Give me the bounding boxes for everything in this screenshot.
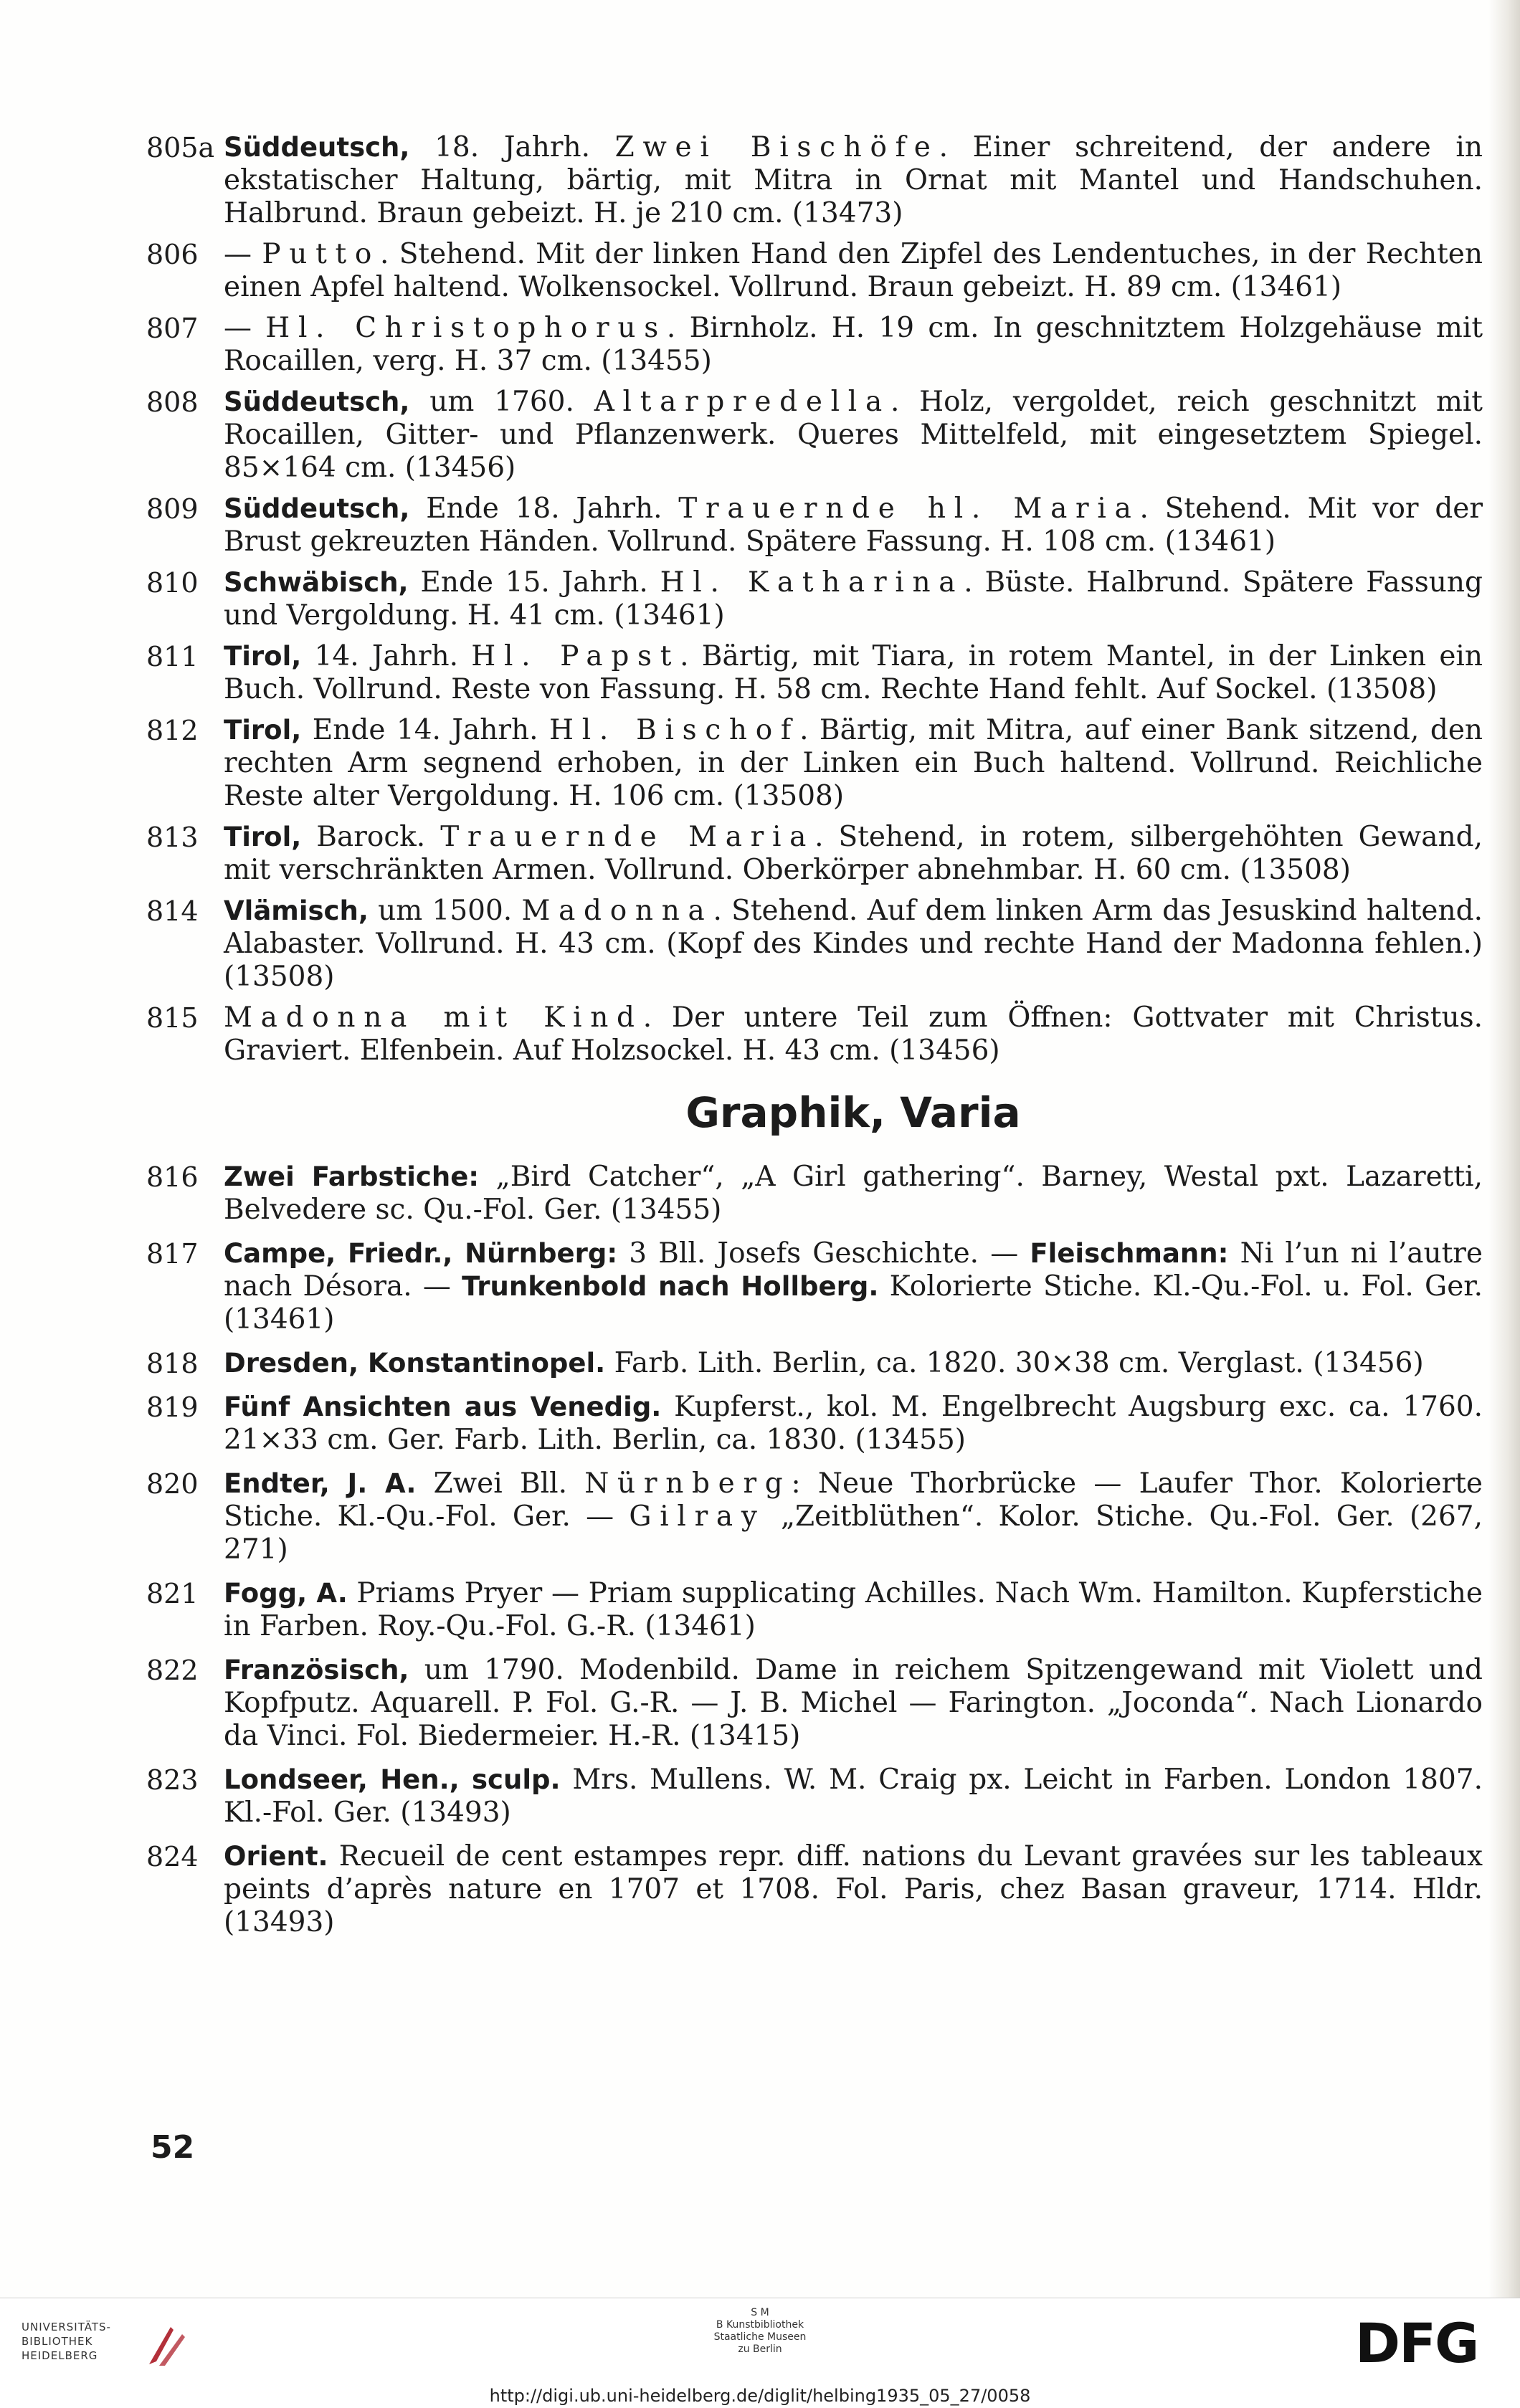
lot-number: 820 <box>146 1468 199 1500</box>
lot-description: Tirol, Ende 14. Jahrh. Hl. Bischof. Bärtig, mit Mitra, auf einer Bank sitzend, den rechten Arm segnend erhoben, in der Linken ein Buch haltend. Vollrund. Reichliche Reste alter Vergoldung. H. 106 cm. (13508) <box>224 714 1483 812</box>
catalog-entry <box>146 566 1483 632</box>
lot-number: 824 <box>146 1841 199 1872</box>
page-edge-shadow <box>1488 0 1520 2298</box>
lot-number: 813 <box>146 822 199 853</box>
catalog-entry <box>146 640 1483 706</box>
lot-description: — Putto. Stehend. Mit der linken Hand den Zipfel des Lendentuches, in der Rechten einen Apfel haltend. Wolkensockel. Vollrund. Braun gebeizt. H. 89 cm. (13461) <box>224 238 1483 303</box>
uni-logo-line: HEIDELBERG <box>22 2349 98 2362</box>
catalog-entries <box>146 131 1483 1950</box>
lot-description: Londseer, Hen., sculp. Mrs. Mullens. W. M. Craig px. Leicht in Farben. London 1807. Kl.-Fol. Ger. (13493) <box>224 1764 1483 1829</box>
lot-number: 819 <box>146 1391 199 1423</box>
catalog-entry <box>146 131 1483 230</box>
lot-number: 809 <box>146 493 199 525</box>
catalog-entry <box>146 1237 1483 1336</box>
lot-description: Campe, Friedr., Nürnberg: 3 Bll. Josefs Geschichte. — Fleischmann: Ni l’un ni l’autre nach Désora. — Trunkenbold nach Hollberg. Kolorierte Stiche. Kl.-Qu.-Fol. u. Fol. Ger. (13461) <box>224 1237 1483 1336</box>
graphics-entries <box>146 1161 1483 1939</box>
lot-description: Französisch, um 1790. Modenbild. Dame in reichem Spitzengewand mit Violett und Kopfputz. Aquarell. P. Fol. G.-R. — J. B. Michel — Farington. „Joconda“. Nach Lionardo da Vinci. Fol. Biedermeier. H.-R. (13415) <box>224 1654 1483 1752</box>
lot-number: 811 <box>146 641 199 672</box>
lot-description: Dresden, Konstantinopel. Farb. Lith. Berlin, ca. 1820. 30×38 cm. Verglast. (13456) <box>224 1347 1424 1379</box>
lot-number: 822 <box>146 1655 199 1686</box>
catalog-entry <box>146 1467 1483 1566</box>
lot-description: Fogg, A. Priams Pryer — Priam supplicating Achilles. Nach Wm. Hamilton. Kupferstiche in Farben. Roy.-Qu.-Fol. G.-R. (13461) <box>224 1577 1483 1642</box>
lot-number: 808 <box>146 386 199 418</box>
lot-number: 815 <box>146 1002 199 1034</box>
lot-description: Zwei Farbstiche: „Bird Catcher“, „A Girl gathering“. Barney, Westal pxt. Lazaretti, Belvedere sc. Qu.-Fol. Ger. (13455) <box>224 1161 1483 1226</box>
lot-number: 807 <box>146 313 199 344</box>
lot-description: Süddeutsch, Ende 18. Jahrh. Trauernde hl. Maria. Stehend. Mit vor der Brust gekreuzten Händen. Vollrund. Spätere Fassung. H. 108 cm. (13461) <box>224 492 1483 558</box>
kb-logo-line: Staatliche Museen <box>713 2331 807 2343</box>
lot-number: 816 <box>146 1161 199 1193</box>
catalog-entry <box>146 1764 1483 1829</box>
lot-description: Madonna mit Kind. Der untere Teil zum Öffnen: Gottvater mit Christus. Graviert. Elfenbein. Auf Holzsockel. H. 43 cm. (13456) <box>224 1001 1483 1067</box>
lot-number: 818 <box>146 1348 199 1379</box>
lot-number: 823 <box>146 1764 199 1796</box>
catalog-entry <box>146 895 1483 994</box>
lot-description: Süddeutsch, 18. Jahrh. Zwei Bischöfe. Einer schreitend, der andere in ekstatischer Haltung, bärtig, mit Mitra in Ornat mit Mantel und Handschuhen. Halbrund. Braun gebeizt. H. je 210 cm. (13473) <box>224 131 1483 229</box>
catalog-entry <box>146 386 1483 485</box>
catalog-entry <box>146 1001 1483 1067</box>
lot-description: Schwäbisch, Ende 15. Jahrh. Hl. Katharina. Büste. Halbrund. Spätere Fassung und Vergoldung. H. 41 cm. (13461) <box>224 566 1483 632</box>
lot-description: — Hl. Christophorus. Birnholz. H. 19 cm. In geschnitztem Holzgehäuse mit Rocaillen, verg. H. 37 cm. (13455) <box>224 312 1483 377</box>
dfg-logo[interactable]: DFG <box>1355 2311 1478 2375</box>
catalog-entry <box>146 1577 1483 1643</box>
catalog-entry <box>146 492 1483 558</box>
page-number: 52 <box>151 2129 195 2166</box>
kunstbibliothek-logo[interactable] <box>674 2307 846 2356</box>
catalog-entry <box>146 238 1483 304</box>
lot-description: Tirol, Barock. Trauernde Maria. Stehend, in rotem, silbergehöhten Gewand, mit verschränkten Armen. Vollrund. Oberkörper abnehmbar. H. 60 cm. (13508) <box>224 821 1483 886</box>
uni-logo-line: UNIVERSITÄTS- <box>22 2321 111 2333</box>
catalog-entry <box>146 1391 1483 1457</box>
catalog-entry <box>146 1347 1483 1380</box>
lot-description: Tirol, 14. Jahrh. Hl. Papst. Bärtig, mit Tiara, in rotem Mantel, in der Linken ein Buch. Vollrund. Reste von Fassung. H. 58 cm. Rechte Hand fehlt. Auf Sockel. (13508) <box>224 640 1483 705</box>
kb-logo-line: S M <box>751 2307 769 2318</box>
permalink-url[interactable]: http://digi.ub.uni-heidelberg.de/diglit/helbing1935_05_27/0058 <box>489 2386 1031 2406</box>
lot-description: Endter, J. A. Zwei Bll. Nürnberg: Neue Thorbrücke — Laufer Thor. Kolorierte Stiche. Kl.-Qu.-Fol. Ger. — Gilray „Zeitblüthen“. Kolor. Stiche. Qu.-Fol. Ger. (267, 271) <box>224 1467 1483 1566</box>
lot-number: 817 <box>146 1238 199 1270</box>
catalog-entry <box>146 1654 1483 1753</box>
catalog-entry <box>146 821 1483 887</box>
lot-number: 821 <box>146 1578 199 1609</box>
kb-logo-line: B Kunstbibliothek <box>716 2319 804 2331</box>
heidelberg-library-logo[interactable] <box>22 2320 194 2370</box>
library-emblem-icon <box>142 2321 192 2371</box>
sculpture-entries <box>146 131 1483 1067</box>
lot-number: 814 <box>146 895 199 927</box>
catalog-entry <box>146 1840 1483 1939</box>
lot-number: 810 <box>146 567 199 599</box>
lot-number: 812 <box>146 715 199 746</box>
lot-number: 805a <box>146 132 215 163</box>
catalog-entry <box>146 1161 1483 1227</box>
footer-bar <box>0 2298 1520 2408</box>
section-title: Graphik, Varia <box>685 1088 1021 1137</box>
lot-description: Orient. Recueil de cent estampes repr. diff. nations du Levant gravées sur les tableaux peints d’après nature en 1707 et 1708. Fol. Paris, chez Basan graveur, 1714. Hldr. (13493) <box>224 1840 1483 1938</box>
uni-logo-line: BIBLIOTHEK <box>22 2335 93 2348</box>
catalog-entry <box>146 714 1483 813</box>
lot-number: 806 <box>146 239 199 270</box>
kb-logo-line: zu Berlin <box>738 2343 782 2355</box>
lot-description: Vlämisch, um 1500. Madonna. Stehend. Auf dem linken Arm das Jesuskind haltend. Alabaster. Vollrund. H. 43 cm. (Kopf des Kindes und rechte Hand der Madonna fehlen.) (13508) <box>224 895 1483 993</box>
catalog-entry <box>146 312 1483 378</box>
lot-description: Fünf Ansichten aus Venedig. Kupferst., kol. M. Engelbrecht Augsburg exc. ca. 1760. 21×33 cm. Ger. Farb. Lith. Berlin, ca. 1830. (13455) <box>224 1391 1483 1456</box>
lot-description: Süddeutsch, um 1760. Altarpredella. Holz, vergoldet, reich geschnitzt mit Rocaillen, Gitter- und Pflanzenwerk. Queres Mittelfeld, mit eingesetztem Spiegel. 85×164 cm. (13456) <box>224 386 1483 484</box>
